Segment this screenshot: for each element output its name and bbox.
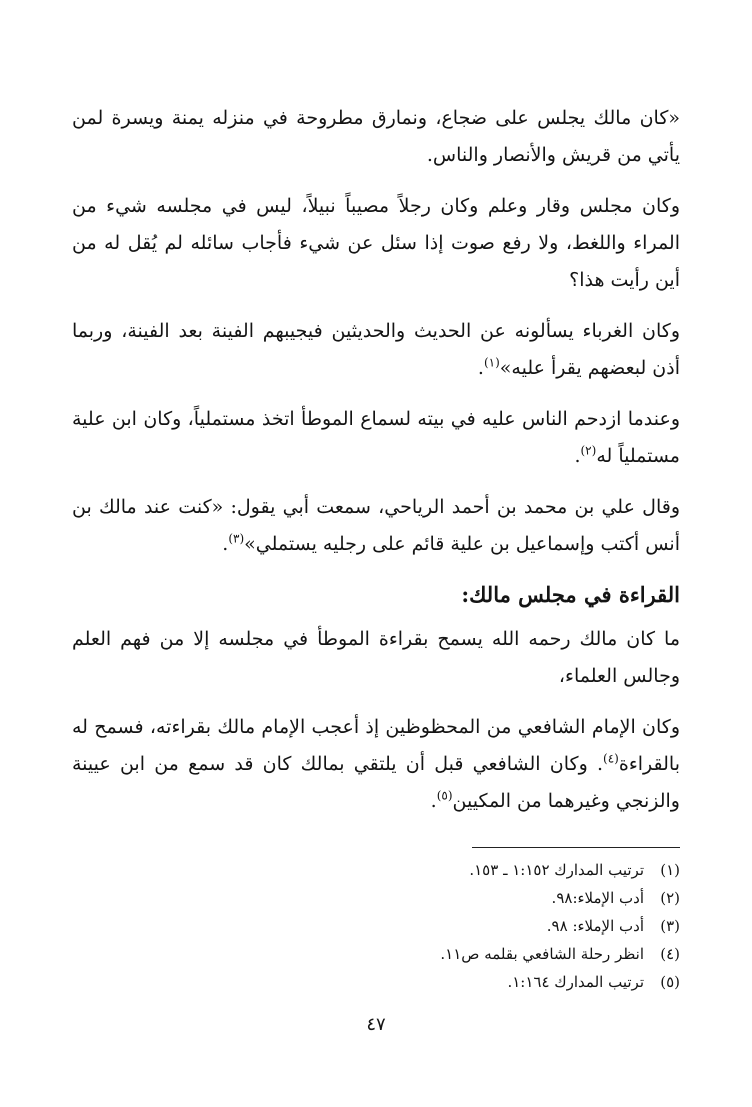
footnote-text: ترتيب المدارك ١:١٥٢ ـ ١٥٣. <box>469 861 644 879</box>
footnote-item <box>72 884 680 912</box>
footnote-number: (٤) <box>660 945 680 963</box>
footnote-item <box>72 940 680 968</box>
paragraph-shafii: وكان الإمام الشافعي من المحظوظين إذ أعجب الإمام مالك بقراءته، فسمح له بالقراءة$^{(٤)}$. وكان الشافعي قبل أن يلتقي بمالك كان قد سمع من ابن عيينة والزنجي وغيرهما من المكيين$^{(٥)}$. <box>72 716 680 812</box>
footnote-number: (٥) <box>660 973 680 991</box>
footnote-marker: (٣) <box>228 531 245 546</box>
page-number: ٤٧ <box>366 1014 386 1035</box>
paragraph-reading-permission <box>72 621 680 695</box>
footnote-text: أدب الإملاء: ٩٨. <box>546 917 644 935</box>
footnote-separator <box>472 847 680 848</box>
footnote-text: انظر رحلة الشافعي بقلمه ص١١. <box>440 945 644 963</box>
paragraph-text: . وكان الشافعي قبل أن يلتقي بمالك كان قد سمع من ابن عيينة والزنجي وغيرهما من المكيين <box>72 753 680 812</box>
footnote-marker: (١) <box>483 355 500 370</box>
footnote-number: (١) <box>660 861 680 879</box>
footnote-number: (٢) <box>660 889 680 907</box>
footnote-marker: (٥) <box>436 788 453 803</box>
footnote-item <box>72 912 680 940</box>
paragraph-strangers: وكان الغرباء يسألونه عن الحديث والحديثين فيجيبهم الفينة بعد الفينة، وربما أذن لبعضهم يقرأ عليه»$^{(١)}$. <box>72 320 680 379</box>
footnote-marker: (٤) <box>603 751 619 766</box>
footnote-text: أدب الإملاء:٩٨. <box>551 889 644 907</box>
footnote-marker: (٢) <box>580 443 597 458</box>
paragraph-text: ما كان مالك رحمه الله يسمح بقراءة الموطأ في مجلسه إلا من فهم العلم وجالس العلماء، <box>72 628 680 687</box>
paragraph-text: «كان مالك يجلس على ضجاع، ونمارق مطروحة في منزله يمنة ويسرة لمن يأتي من قريش والأنصار والناس. <box>72 107 680 166</box>
paragraph-mustamli: وعندما ازدحم الناس عليه في بيته لسماع الموطأ اتخذ مستملياً، وكان ابن علية مستملياً له$^{(٢)}$. <box>72 408 680 467</box>
footnote-item <box>72 968 680 996</box>
footnote-text: ترتيب المدارك ١:١٦٤. <box>507 973 644 991</box>
paragraph-text: وكان مجلس وقار وعلم وكان رجلاً مصيباً نبيلاً، ليس في مجلسه شيء من المراء واللغط، ولا رفع صوت إذا سئل عن شيء فأجاب سائله لم يُقل له من أين رأيت هذا؟ <box>72 195 680 291</box>
paragraph-text: وكان الغرباء يسألونه عن الحديث والحديثين فيجيبهم الفينة بعد الفينة، وربما أذن لبعضهم يقرأ عليه» <box>72 320 680 379</box>
paragraph-riyahi-quote: وقال علي بن محمد بن أحمد الرياحي، سمعت أبي يقول: «كنت عند مالك بن أنس أكتب وإسماعيل بن علية قائم على رجليه يستملي»$^{(٣)}$. <box>72 496 680 555</box>
footnote-number: (٣) <box>660 917 680 935</box>
footnotes-list <box>72 856 680 996</box>
paragraph-text: وقال علي بن محمد بن أحمد الرياحي، سمعت أبي يقول: «كنت عند مالك بن أنس أكتب وإسماعيل بن علية قائم على رجليه يستملي» <box>72 496 680 555</box>
footnote-item <box>72 856 680 884</box>
paragraph-majlis-dignity <box>72 188 680 299</box>
paragraph-majlis-description <box>72 100 680 174</box>
section-heading: القراءة في مجلس مالك: <box>461 582 680 607</box>
page-body <box>72 100 680 834</box>
paragraph-text: وعندما ازدحم الناس عليه في بيته لسماع الموطأ اتخذ مستملياً، وكان ابن علية مستملياً له <box>72 408 680 467</box>
paragraph-text: وكان الإمام الشافعي من المحظوظين إذ أعجب الإمام مالك بقراءته، فسمح له بالقراءة <box>72 716 680 775</box>
